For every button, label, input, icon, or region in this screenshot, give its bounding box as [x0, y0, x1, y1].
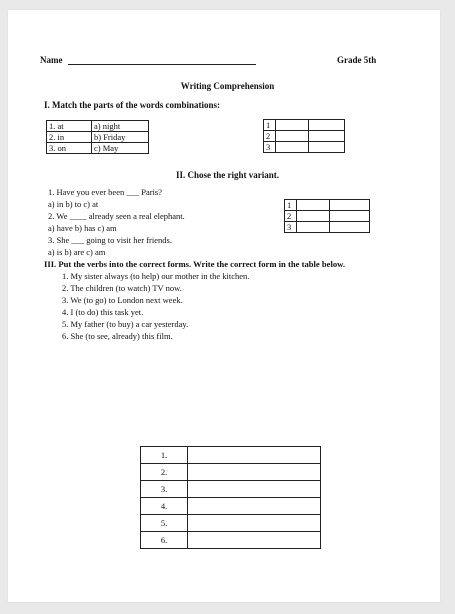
exercise-item: 1. My sister always (to help) our mother in the kitchen.	[62, 271, 250, 281]
match-left-cell: 1. at	[47, 121, 92, 132]
table-row	[285, 222, 370, 233]
section1-answer-table	[263, 119, 345, 153]
answer-cell[interactable]	[330, 200, 370, 211]
match-right-cell: b) Friday	[92, 132, 149, 143]
answer-number-cell: 3	[264, 142, 276, 153]
table-row	[264, 131, 345, 142]
table-row	[141, 498, 321, 515]
section3-answer-table	[140, 446, 321, 549]
answer-number-cell: 3	[285, 222, 297, 233]
table-row	[141, 464, 321, 481]
question-3: 3. She ___ going to visit her friends.	[48, 235, 172, 245]
match-left-cell: 3. on	[47, 143, 92, 154]
table-row	[47, 121, 149, 132]
answer-cell[interactable]	[309, 142, 345, 153]
table-row	[285, 200, 370, 211]
answer-number-cell: 1	[264, 120, 276, 131]
table-row	[264, 120, 345, 131]
answer-cell[interactable]	[330, 222, 370, 233]
question-1: 1. Have you ever been ___ Paris?	[48, 187, 163, 197]
table-row	[47, 132, 149, 143]
section2-heading: II. Chose the right variant.	[176, 170, 279, 180]
exercise-item: 3. We (to go) to London next week.	[62, 295, 183, 305]
answer-number-cell: 4.	[141, 498, 188, 515]
name-label: Name	[40, 55, 63, 65]
answer-cell[interactable]	[297, 200, 330, 211]
answer-number-cell: 3.	[141, 481, 188, 498]
grade-label: Grade 5th	[337, 55, 377, 65]
answer-number-cell: 1	[285, 200, 297, 211]
answer-cell[interactable]	[188, 447, 321, 464]
answer-number-cell: 5.	[141, 515, 188, 532]
name-blank-line	[68, 64, 256, 65]
match-right-cell: a) night	[92, 121, 149, 132]
table-row	[141, 481, 321, 498]
table-row	[47, 143, 149, 154]
match-left-cell: 2. in	[47, 132, 92, 143]
table-row	[141, 447, 321, 464]
table-row	[285, 211, 370, 222]
exercise-item: 4. I (to do) this task yet.	[62, 307, 144, 317]
exercise-item: 6. She (to see, already) this film.	[62, 331, 173, 341]
table-row	[141, 515, 321, 532]
answer-number-cell: 6.	[141, 532, 188, 549]
answer-cell[interactable]	[309, 131, 345, 142]
exercise-item: 5. My father (to buy) a car yesterday.	[62, 319, 189, 329]
answer-number-cell: 2	[264, 131, 276, 142]
answer-cell[interactable]	[188, 515, 321, 532]
section2-answer-table	[284, 199, 370, 233]
answer-cell[interactable]	[330, 211, 370, 222]
answer-cell[interactable]	[188, 532, 321, 549]
question-1-options: a) in b) to c) at	[48, 199, 99, 209]
answer-cell[interactable]	[276, 142, 309, 153]
answer-cell[interactable]	[188, 498, 321, 515]
answer-cell[interactable]	[188, 481, 321, 498]
answer-number-cell: 2	[285, 211, 297, 222]
section1-heading: I. Match the parts of the words combinations:	[44, 100, 220, 110]
section3-heading: III. Put the verbs into the correct forms. Write the correct form in the table below.	[44, 259, 346, 269]
answer-cell[interactable]	[188, 464, 321, 481]
match-table	[46, 120, 149, 154]
answer-cell[interactable]	[276, 120, 309, 131]
answer-cell[interactable]	[309, 120, 345, 131]
question-2-options: a) have b) has c) am	[48, 223, 117, 233]
answer-number-cell: 1.	[141, 447, 188, 464]
answer-cell[interactable]	[297, 211, 330, 222]
question-2: 2. We ____ already seen a real elephant.	[48, 211, 185, 221]
question-3-options: a) is b) are c) am	[48, 247, 106, 257]
answer-number-cell: 2.	[141, 464, 188, 481]
page-title: Writing Comprehension	[180, 81, 275, 91]
table-row	[141, 532, 321, 549]
answer-cell[interactable]	[297, 222, 330, 233]
match-right-cell: c) May	[92, 143, 149, 154]
exercise-item: 2. The children (to watch) TV now.	[62, 283, 182, 293]
answer-cell[interactable]	[276, 131, 309, 142]
table-row	[264, 142, 345, 153]
